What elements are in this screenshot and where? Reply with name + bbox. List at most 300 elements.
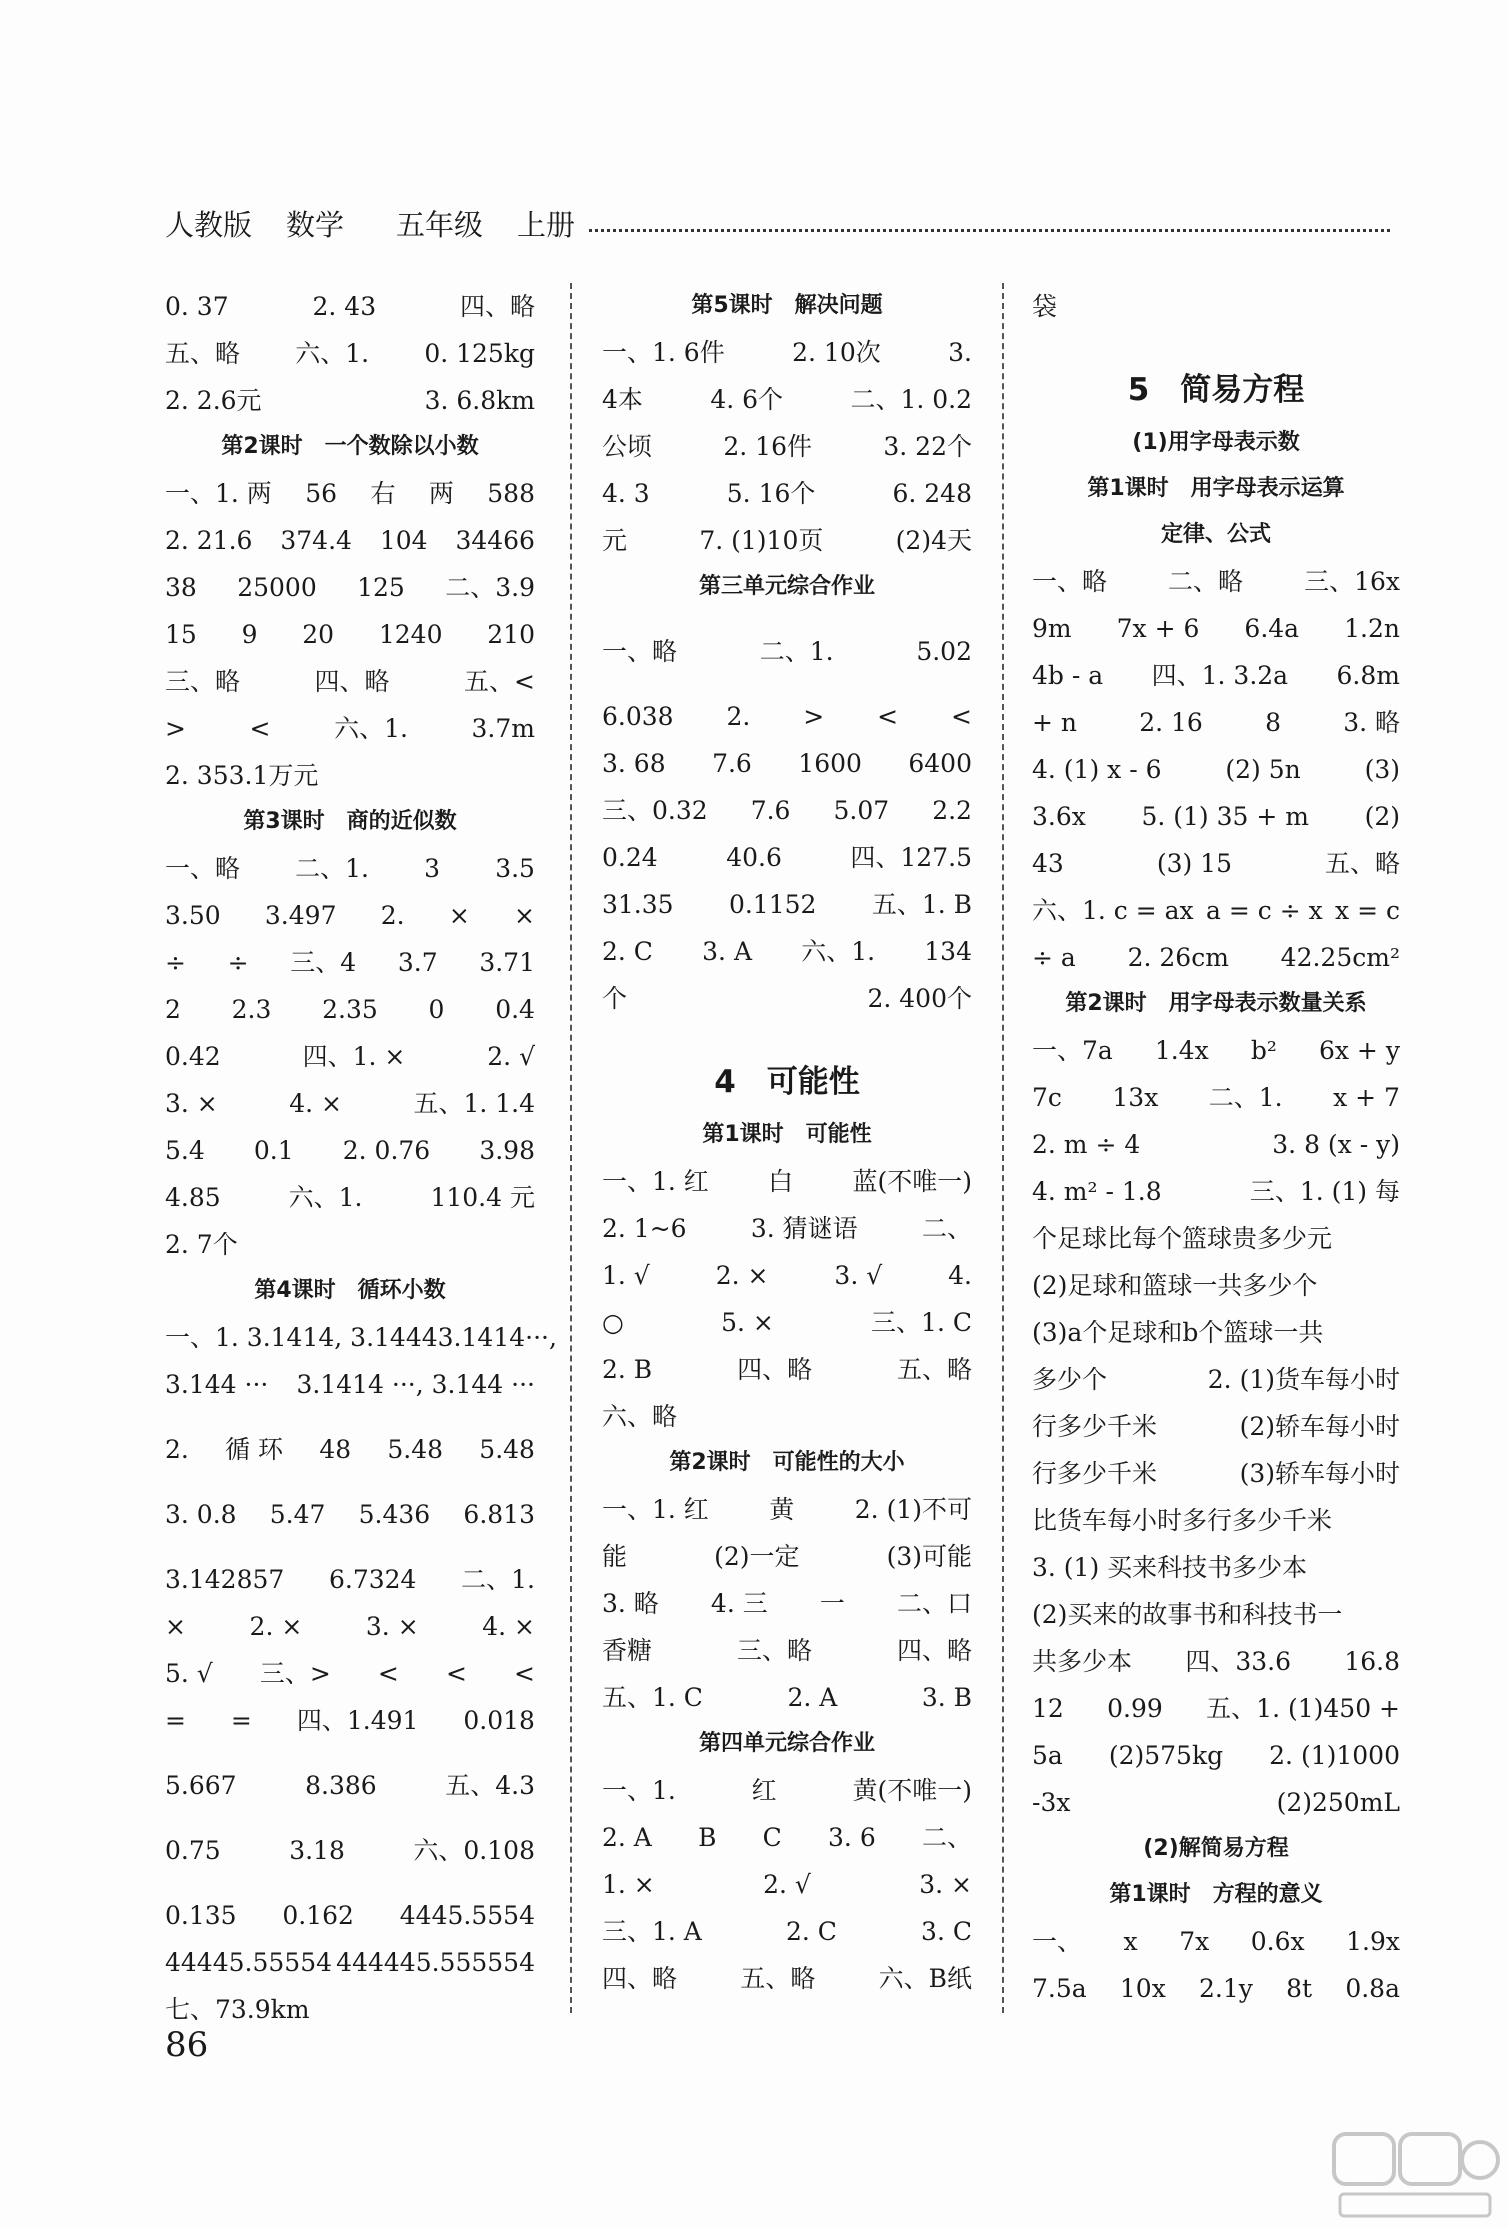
answer-line — [165, 752, 535, 799]
answer-line — [602, 1393, 972, 1440]
answer-text: 五、1. B — [871, 890, 972, 919]
lesson-heading: (1)用字母表示数 — [1132, 430, 1300, 455]
answer-text: 2. 2.6元 — [165, 386, 262, 415]
answer-line — [165, 1762, 535, 1809]
answer-text: 四、1.491 — [296, 1706, 419, 1735]
answer-text: 3. 6 — [828, 1823, 876, 1852]
answer-text: 3.6x — [1032, 802, 1086, 831]
answer-text: (2)一定 — [714, 1542, 800, 1571]
answer-text: 374.4 — [280, 526, 352, 555]
answer-text: x + 7 — [1333, 1083, 1400, 1112]
lesson-heading: 第三单元综合作业 — [698, 574, 875, 599]
answer-text: 三、1. A — [602, 1917, 702, 1946]
answer-text: 42.25cm² — [1280, 943, 1400, 972]
answer-text: 3. × — [365, 1612, 419, 1641]
answer-line — [165, 470, 535, 517]
answer-line — [1032, 840, 1400, 887]
answer-text: 元 — [602, 526, 628, 555]
answer-text: 四、33.6 — [1185, 1647, 1291, 1676]
answer-text: × — [514, 901, 535, 930]
answer-text: 2. 21.6 — [165, 526, 253, 555]
answer-text: 2. × — [715, 1261, 769, 1290]
answer-line — [1032, 1685, 1400, 1732]
answer-text: 2.2 — [932, 796, 972, 825]
answer-text: 二、 — [921, 1214, 972, 1243]
answer-text: 六、0.108 — [413, 1836, 535, 1865]
answer-line — [602, 1814, 972, 1861]
answer-text: 6.7324 — [328, 1565, 417, 1594]
answer-line — [1032, 605, 1400, 652]
line-spacer — [165, 1744, 535, 1762]
answer-text: ÷ — [227, 948, 249, 977]
answer-text: (2)575kg — [1108, 1741, 1224, 1770]
answer-text: (2)250mL — [1276, 1788, 1400, 1817]
answer-line — [602, 693, 972, 740]
answer-text: 四、略 — [896, 1636, 972, 1665]
answer-text: 三、0.32 — [602, 796, 708, 825]
answer-text: < — [377, 1659, 399, 1688]
answer-text: 5. 16个 — [726, 479, 816, 508]
answer-text: 4. 6个 — [710, 385, 784, 414]
answer-text: 6.038 — [602, 702, 674, 731]
answer-text: 2. 7个 — [165, 1230, 238, 1259]
answer-text: 五、< — [464, 667, 535, 696]
answer-text: 五、略 — [165, 339, 241, 368]
answer-text: 12 — [1032, 1694, 1064, 1723]
answer-line — [1032, 699, 1400, 746]
answer-text: 0 — [428, 995, 445, 1024]
answer-text: 7. (1)10页 — [699, 526, 824, 555]
answer-text: 0.8a — [1345, 1974, 1400, 2003]
answer-text: 7.6 — [712, 749, 752, 778]
answer-text: 7.5a — [1032, 1974, 1087, 2003]
answer-line — [165, 1491, 535, 1538]
answer-text: 0.42 — [165, 1042, 221, 1071]
answer-text: 2.1y — [1199, 1974, 1253, 2003]
answer-line — [165, 1221, 535, 1268]
answer-text: 一、1. 6件 — [602, 338, 725, 367]
answer-text: 2. 26cm — [1127, 943, 1229, 972]
answer-text: 2. C — [602, 937, 653, 966]
answer-text: 3. B — [921, 1683, 972, 1712]
answer-text: 2. — [165, 1435, 189, 1464]
unit-heading: 4 可能性 — [714, 1064, 860, 1100]
answer-text: 2. (1)货车每小时 — [1207, 1365, 1400, 1394]
answer-line — [1032, 652, 1400, 699]
answer-line — [1032, 1309, 1400, 1356]
answer-line — [1032, 1074, 1400, 1121]
answer-text: 3. (1) 买来科技书多少本 — [1032, 1553, 1308, 1582]
answer-text: 5. (1) 35 + m — [1141, 802, 1309, 831]
answer-text: 4. × — [289, 1089, 342, 1118]
answer-text: 3.71 — [479, 948, 535, 977]
answer-line — [165, 1080, 535, 1127]
answer-line — [602, 1252, 972, 1299]
line-spacer — [165, 1809, 535, 1827]
answer-text: 38 — [165, 573, 197, 602]
answer-text: < — [877, 702, 899, 731]
answer-text: 2. 43 — [312, 292, 377, 321]
answer-text: 4. × — [482, 1612, 535, 1641]
answer-line — [1032, 283, 1400, 330]
answer-text: 2. 400个 — [867, 984, 972, 1013]
answer-text: 40.6 — [726, 843, 782, 872]
answer-line — [165, 1939, 535, 1986]
lesson-heading: (2)解简易方程 — [1143, 1836, 1289, 1861]
answer-text: 袋 — [1032, 292, 1058, 321]
answer-text: ÷ a — [1032, 943, 1076, 972]
answer-text: 黄(不唯一) — [852, 1776, 972, 1805]
answer-text: 2. 353.1万元 — [165, 761, 319, 790]
answer-text: 1.2n — [1344, 614, 1400, 643]
answer-text: 一、1. 3.1414, 3.1444 — [165, 1323, 438, 1352]
answer-line — [165, 1361, 535, 1408]
answer-line — [165, 330, 535, 377]
answer-text: 一、1. — [602, 1776, 676, 1805]
answer-text: 1240 — [378, 620, 443, 649]
answer-text: 3.142857 — [165, 1565, 285, 1594]
lesson-heading: 第1课时 可能性 — [702, 1122, 872, 1147]
answer-text: (2)4天 — [895, 526, 972, 555]
page-number: 86 — [165, 2025, 209, 2065]
answer-text: × — [165, 1612, 186, 1641]
answer-text: 5.436 — [358, 1500, 431, 1529]
answer-text: 9 — [241, 620, 258, 649]
answer-text: < — [514, 1659, 535, 1688]
answer-text: 四、略 — [314, 667, 390, 696]
answer-line — [165, 705, 535, 752]
answer-text: 7x + 6 — [1116, 614, 1200, 643]
answer-line — [1032, 793, 1400, 840]
answer-text: 2. 0.76 — [342, 1136, 431, 1165]
answer-text: 2. × — [249, 1612, 303, 1641]
answer-line — [165, 1892, 535, 1939]
answer-text: 二、1. — [759, 637, 834, 666]
answer-line — [602, 628, 972, 675]
answer-text: 1600 — [798, 749, 862, 778]
answer-text: 8.386 — [305, 1771, 377, 1800]
answer-text: (3) — [1364, 755, 1400, 784]
lesson-heading: 第4课时 循环小数 — [254, 1278, 446, 1303]
answer-line — [1032, 1450, 1400, 1497]
line-spacer — [165, 1408, 535, 1426]
answer-text: 六、1. — [295, 339, 370, 368]
lesson-heading: 第1课时 用字母表示运算 — [1087, 476, 1345, 501]
answer-text: 3. — [948, 338, 972, 367]
answer-text: 个足球比每个篮球贵多少元 — [1032, 1224, 1333, 1253]
answer-text: 0.162 — [282, 1901, 354, 1930]
answer-text: 6.8m — [1336, 661, 1400, 690]
answer-text: 五、略 — [740, 1964, 816, 1993]
answer-text: 3.144 ··· — [165, 1370, 269, 1399]
answer-text: 二、1. — [1208, 1083, 1283, 1112]
answer-text: 444445.555554 — [336, 1948, 535, 1977]
answer-text: 2. A — [602, 1823, 652, 1852]
answer-text: 五、略 — [1324, 849, 1400, 878]
answer-text: 四、127.5 — [850, 843, 972, 872]
answer-line — [602, 1486, 972, 1533]
answer-text: 44445.55554 — [165, 1948, 333, 1977]
answer-line — [602, 517, 972, 564]
answer-line — [1032, 1027, 1400, 1074]
answer-text: C — [762, 1823, 782, 1852]
answer-text: 34466 — [455, 526, 535, 555]
answer-text: (3)a个足球和b个篮球一共 — [1032, 1318, 1324, 1347]
answer-text: 3. × — [165, 1089, 218, 1118]
answer-line — [1032, 934, 1400, 981]
answer-text: 4. (1) x - 6 — [1032, 755, 1162, 784]
answer-text: 134 — [924, 937, 972, 966]
answer-text: 个 — [602, 984, 628, 1013]
answer-text: 5. × — [721, 1308, 774, 1337]
answer-text: 5.07 — [833, 796, 890, 825]
header-grade: 五年级 — [396, 207, 484, 242]
answer-text: 3.1414 ···, 3.144 ··· — [296, 1370, 535, 1399]
answer-line — [602, 1205, 972, 1252]
answer-text: (2)足球和篮球一共多少个 — [1032, 1271, 1318, 1300]
answer-line — [165, 658, 535, 705]
answer-text: 三、1. C — [871, 1308, 972, 1337]
answer-line — [1032, 1121, 1400, 1168]
answer-line — [165, 845, 535, 892]
answer-text: 二、略 — [1168, 567, 1244, 596]
answer-line — [1032, 1262, 1400, 1309]
answer-text: 七、73.9km — [165, 1995, 310, 2024]
answer-text: 0.135 — [165, 1901, 237, 1930]
answer-text: < — [951, 702, 972, 731]
answer-line — [602, 1346, 972, 1393]
answer-text: 3.5 — [495, 854, 535, 883]
answer-line — [1032, 1544, 1400, 1591]
answer-text: ○ — [602, 1308, 624, 1337]
lesson-heading: 第2课时 一个数除以小数 — [221, 434, 479, 459]
answer-text: 3.497 — [264, 901, 337, 930]
answer-text: 5a — [1032, 1741, 1063, 1770]
answer-line — [602, 1158, 972, 1205]
answer-text: 0.6x — [1250, 1927, 1305, 1956]
answer-text: 5.48 — [479, 1435, 535, 1464]
answer-text: 右 — [370, 479, 396, 508]
answer-text: 5. √ — [165, 1659, 213, 1688]
answer-line — [165, 1556, 535, 1603]
answer-text: 3 — [424, 854, 441, 883]
answer-text: 210 — [487, 620, 535, 649]
answer-text: 0.1 — [253, 1136, 294, 1165]
answer-text: 3. 0.8 — [165, 1500, 237, 1529]
answer-text: 3. 略 — [602, 1589, 659, 1618]
answer-line — [165, 939, 535, 986]
answer-text: < — [445, 1659, 467, 1688]
answer-text: 一 — [819, 1589, 845, 1618]
answer-text: 一、1. 红 — [602, 1495, 709, 1524]
answer-line — [165, 611, 535, 658]
answer-line — [1032, 1215, 1400, 1262]
answer-text: + n — [1032, 708, 1077, 737]
answer-text: 2. — [726, 702, 751, 731]
answer-text: a = c ÷ x — [1206, 896, 1323, 925]
answer-line — [602, 1299, 972, 1346]
answer-text: 7x — [1179, 1927, 1210, 1956]
answer-text: 104 — [379, 526, 428, 555]
line-spacer — [602, 675, 972, 693]
answer-text: -3x — [1032, 1788, 1071, 1817]
answer-line — [165, 1603, 535, 1650]
answer-text: × — [448, 901, 470, 930]
answer-line — [165, 892, 535, 939]
answer-text: 4. — [948, 1261, 972, 1290]
answer-text: 2. (1)不可 — [854, 1495, 972, 1524]
answer-column-middle — [602, 283, 972, 2002]
answer-text: 3. 22个 — [883, 432, 972, 461]
answer-line — [165, 986, 535, 1033]
answer-text: 五、4.3 — [445, 1771, 535, 1800]
answer-line — [165, 283, 535, 330]
answer-text: 六、1. — [334, 714, 408, 743]
answer-line — [602, 1627, 972, 1674]
answer-line — [602, 329, 972, 376]
answer-text: 43 — [1032, 849, 1064, 878]
answer-text: = — [165, 1706, 186, 1735]
answer-line — [1032, 1168, 1400, 1215]
answer-text: 3.98 — [479, 1136, 535, 1165]
answer-text: 四、略 — [737, 1355, 813, 1384]
answer-text: 6.813 — [463, 1500, 535, 1529]
answer-text: 3. 6.8km — [424, 386, 535, 415]
answer-text: 三、> — [259, 1659, 331, 1688]
answer-line — [1032, 1732, 1400, 1779]
answer-line — [602, 881, 972, 928]
answer-text: 16.8 — [1344, 1647, 1400, 1676]
answer-text: 2.3 — [231, 995, 272, 1024]
answer-text: 3. √ — [834, 1261, 883, 1290]
answer-text: 0.75 — [165, 1836, 221, 1865]
answer-line — [602, 975, 972, 1022]
answer-line — [165, 1650, 535, 1697]
answer-text: 3. 8 (x - y) — [1272, 1130, 1400, 1159]
answer-text: 蓝(不唯一) — [852, 1167, 972, 1196]
line-spacer — [165, 1538, 535, 1556]
line-spacer — [602, 610, 972, 628]
answer-text: 3.1414···, — [437, 1323, 557, 1352]
header-volume: 上册 — [517, 207, 576, 242]
answer-line — [602, 740, 972, 787]
answer-text: 0.018 — [463, 1706, 535, 1735]
answer-column-right — [1032, 283, 1400, 2012]
answer-text: 3.50 — [165, 901, 221, 930]
answer-text: 4445.5554 — [399, 1901, 535, 1930]
answer-text: 六、1. — [801, 937, 876, 966]
answer-text: 8 — [1265, 708, 1281, 737]
line-spacer — [165, 1874, 535, 1892]
answer-text: 行多少千米 — [1032, 1459, 1158, 1488]
answer-text: = — [230, 1706, 252, 1735]
answer-text: 一、略 — [602, 637, 678, 666]
answer-line — [1032, 1965, 1400, 2012]
answer-text: 2. (1)1000 — [1269, 1741, 1400, 1770]
answer-line — [602, 1955, 972, 2002]
answer-line — [165, 1697, 535, 1744]
answer-text: 2. 16件 — [723, 432, 812, 461]
answer-text: 六、B纸 — [878, 1964, 972, 1993]
answer-text: 6. 248 — [892, 479, 972, 508]
answer-text: 2. 1~6 — [602, 1214, 687, 1243]
answer-text: 2. A — [787, 1683, 838, 1712]
answer-text: 1.4x — [1154, 1036, 1209, 1065]
answer-text: 5.48 — [387, 1435, 444, 1464]
lesson-heading: 定律、公式 — [1160, 522, 1271, 547]
answer-text: (2) — [1364, 802, 1400, 831]
answer-text: 4.85 — [165, 1183, 221, 1212]
answer-text: 4. 3 — [602, 479, 650, 508]
answer-line — [165, 564, 535, 611]
answer-line — [602, 787, 972, 834]
lesson-heading: 第5课时 解决问题 — [691, 293, 883, 318]
answer-line — [165, 1827, 535, 1874]
answer-text: 2. 10次 — [792, 338, 881, 367]
answer-text: 三、16x — [1304, 567, 1400, 596]
answer-text: 三、略 — [165, 667, 241, 696]
answer-text: 黄 — [769, 1495, 795, 1524]
answer-text: 一、略 — [165, 854, 241, 883]
answer-text: 共多少本 — [1032, 1647, 1133, 1676]
answer-text: 一、1. 红 — [602, 1167, 709, 1196]
answer-text: 六、略 — [602, 1402, 678, 1431]
answer-text: 四、1. 3.2a — [1151, 661, 1289, 690]
line-spacer — [165, 1473, 535, 1491]
answer-line — [602, 470, 972, 517]
answer-line — [602, 1908, 972, 1955]
answer-text: 3. × — [919, 1870, 972, 1899]
answer-text: 一、1. 两 — [165, 479, 272, 508]
answer-text: 五、略 — [896, 1355, 972, 1384]
answer-text: 4b - a — [1032, 661, 1104, 690]
answer-line — [602, 1580, 972, 1627]
column-divider — [570, 283, 572, 2013]
answer-text: 四、略 — [459, 292, 535, 321]
answer-text: 六、1. — [288, 1183, 363, 1212]
answer-text: 2 — [165, 995, 181, 1024]
answer-text: 31.35 — [602, 890, 674, 919]
answer-text: (3)轿车每小时 — [1239, 1459, 1400, 1488]
header-dotted-leader — [589, 229, 1390, 232]
answer-text: 五、1. (1)450 + — [1206, 1694, 1400, 1723]
answer-line — [602, 1861, 972, 1908]
answer-line — [1032, 1779, 1400, 1826]
answer-text: 3. 略 — [1343, 708, 1400, 737]
answer-line — [165, 1033, 535, 1080]
answer-text: 3. 猜谜语 — [750, 1214, 858, 1243]
answer-text: 三、略 — [736, 1636, 812, 1665]
answer-text: 8t — [1286, 1974, 1313, 2003]
answer-text: 4. 三 — [710, 1589, 768, 1618]
answer-text: 125 — [357, 573, 405, 602]
answer-line — [1032, 1356, 1400, 1403]
answer-line — [165, 1426, 535, 1473]
lesson-heading: 第3课时 商的近似数 — [243, 809, 457, 834]
answer-text: 0. 37 — [165, 292, 229, 321]
answer-text: 四、略 — [602, 1964, 678, 1993]
answer-text: 3.7 — [397, 948, 438, 977]
answer-text: > — [165, 714, 186, 743]
answer-text: 4本 — [602, 385, 643, 414]
answer-text: 10x — [1119, 1974, 1166, 2003]
answer-text: 2. — [380, 901, 405, 930]
answer-line — [165, 1314, 557, 1361]
answer-text: (2) 5n — [1225, 755, 1301, 784]
answer-text: 四、1. × — [302, 1042, 406, 1071]
answer-text: 二、1. — [461, 1565, 535, 1594]
answer-text: 13x — [1112, 1083, 1159, 1112]
